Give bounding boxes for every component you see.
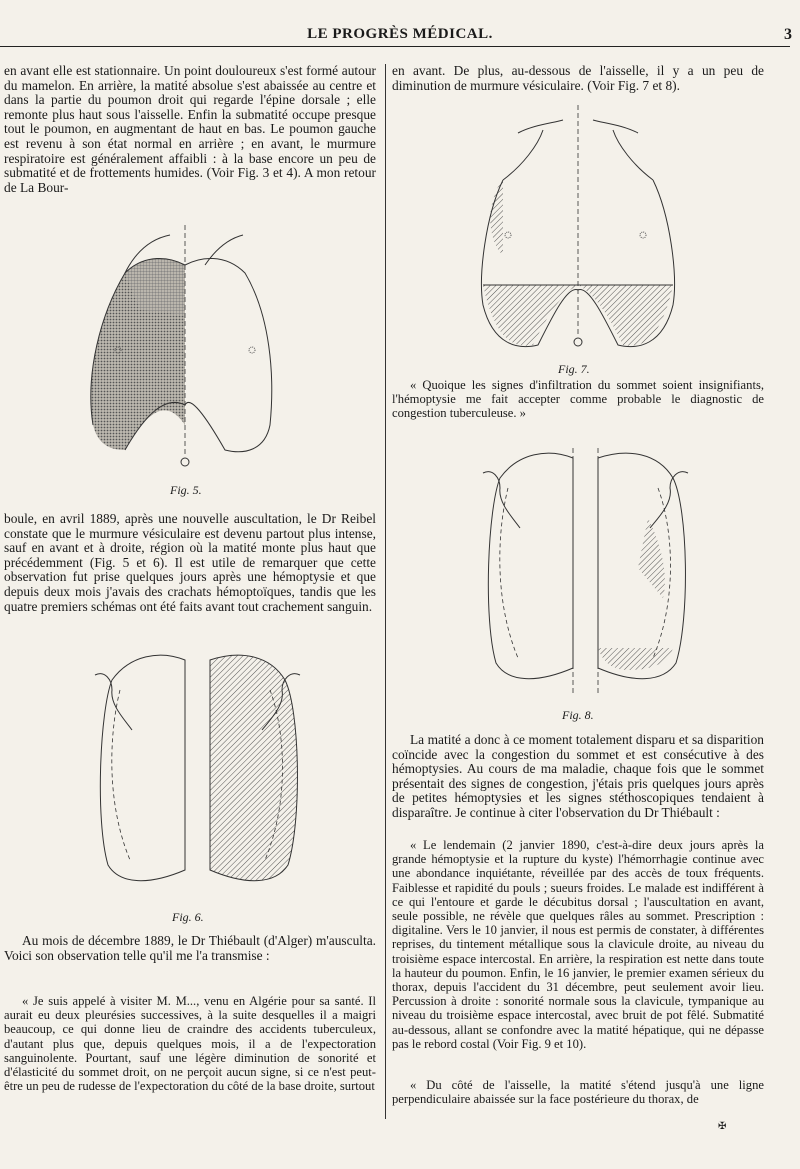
- header-rule: [0, 46, 790, 47]
- right-paragraph-1: en avant. De plus, au-dessous de l'aisselle, il y a un peu de diminution de murmure vésiculaire. (Voir Fig. 7 et 8).: [392, 63, 764, 93]
- figure-5-caption: Fig. 5.: [170, 483, 202, 497]
- figure-7-caption: Fig. 7.: [558, 362, 590, 376]
- figure-8-chest-diagram: [478, 448, 693, 698]
- figure-8-caption: Fig. 8.: [562, 708, 594, 722]
- figure-5-chest-diagram: [85, 225, 285, 470]
- right-paragraph-2: « Quoique les signes d'infiltration du sommet soient insignifiants, l'hémoptysie me fait accepter comme probable le diagnostic de congestion tuberculeuse. »: [392, 378, 764, 421]
- left-paragraph-3: Au mois de décembre 1889, le Dr Thiébault (d'Alger) m'ausculta. Voici son observation telle qu'il me l'a transmise :: [4, 933, 376, 963]
- left-paragraph-4: « Je suis appelé à visiter M. M..., venu en Algérie pour sa santé. Il aurait eu deux pleurésies successives, à la suite desquelles il a maigri beaucoup, ce qui donne lieu de craindre des accidents tuberculeux, d'autant plus que, depuis quelques mois, il a de l'expectoration sanguinolente. Pourtant, sauf une légère diminution de sonorité et d'élasticité du sommet droit, on ne perçoit aucun signe, si ce n'est peut-être un peu de rudesse de l'expectoration du côté de la base droite, surtout: [4, 994, 376, 1094]
- left-paragraph-1: en avant elle est stationnaire. Un point douloureux s'est formé autour du mamelon. En arrière, la matité absolue s'est abaissée au centre et dans la partie du poumon droit qui regarde l'épine dorsale ; elle remonte plus haut sous l'aisselle. Enfin la submatité occupe presque tout le poumon, en augmentant de haut en bas. Le poumon gauche est revenu à son état normal en arrière ; en avant, le murmure respiratoire est généralement affaibli : à la base encore un peu de submatité et de frottements humides. (Voir Fig. 3 et 4). A mon retour de La Bour-: [4, 63, 376, 195]
- figure-6-chest-diagram: [90, 650, 305, 900]
- figure-7-chest-diagram: [478, 105, 678, 355]
- left-paragraph-2: boule, en avril 1889, après une nouvelle auscultation, le Dr Reibel constate que le murmure vésiculaire est devenu partout plus intense, sauf en avant et à droite, région où la matité monte plus haut que précédemment (Fig. 5 et 6). Il est utile de remarquer que cette observation fut prise quelques jours après une hémoptysie et que depuis deux mois j'avais des crachats hémoptoïques, tandis que les quatre premiers schémas ont été faits avant tout crachement sanguin.: [4, 511, 376, 614]
- right-paragraph-3: La matité a donc à ce moment totalement disparu et sa disparition coïncide avec la congestion du sommet et est consécutive à des hémoptysies. Au cours de ma maladie, chaque fois que le sommet présentait des signes de congestion, j'étais pris quelques jours après de petites hémoptysies et les signes stéthoscopiques tendaient à disparaître. Je continue à citer l'observation du Dr Thiébault :: [392, 732, 764, 820]
- printer-mark: ✠: [718, 1121, 727, 1132]
- right-paragraph-5: « Du côté de l'aisselle, la matité s'étend jusqu'à une ligne perpendiculaire abaissée sur la face postérieure du thorax, de: [392, 1078, 764, 1107]
- running-header: [0, 26, 800, 46]
- column-divider: [385, 64, 386, 1119]
- figure-6-caption: Fig. 6.: [172, 910, 204, 924]
- right-paragraph-4: « Le lendemain (2 janvier 1890, c'est-à-dire deux jours après la grande hémoptysie et la rupture du kyste) l'hémorrhagie continue avec une abondance inquiétante, réveillée par des accès de toux fréquents. Faiblesse et rapidité du pouls ; sueurs froides. Le malade est indifférent à ce qui l'entoure et garde le décubitus dorsal ; l'auscultation en avant, seule possible, ne révèle que quelques râles au sommet. Prescription : digitaline. Vers le 10 janvier, il nous est permis de constater, à différentes reprises, du tintement métallique sous la clavicule droite, au niveau du troisième espace intercostal. En arrière, la respiration est nette dans toute la hauteur du poumon. Enfin, le 16 janvier, le premier examen sérieux du thorax, depuis l'accident du 31 décembre, peut seulement avoir lieu. Percussion à droite : sonorité normale sous la clavicule, tympanique au niveau du troisième espace intercostal, avec bruit de pot fêlé. Submatité au-dessous, allant se confondre avec la matité hépatique, qui ne dépasse pas le rebord costal (Voir Fig. 9 et 10).: [392, 838, 764, 1051]
- page-number: 3: [784, 26, 792, 43]
- journal-title: LE PROGRÈS MÉDICAL.: [307, 26, 493, 42]
